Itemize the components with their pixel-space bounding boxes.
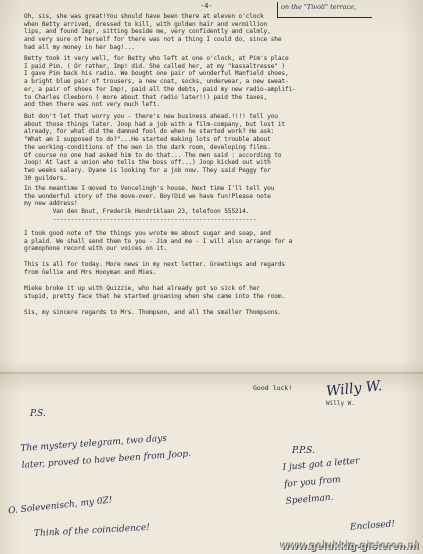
paragraph-8: Sis, my sincere regards to Mrs. Thompson, and all the smaller Thompsons.: [24, 309, 282, 316]
website-watermark: www.gelukkig-gisteren.nl: [280, 540, 419, 552]
paragraph-1: Oh, sis, she was great!You should have been there at eleven o'clock when Betty arrived, dressed to kill, with golden hair and vermillion lips, and found Imp!, sitting beside me, very confidently and calmly, and very sure of herself for there was not a thing I could do, since she had all my money in her bag!...: [24, 13, 282, 51]
ps-line-2: O. Solevenisch, my 0Z!: [7, 495, 113, 517]
pps-enclosed: Enclosed!: [349, 519, 396, 533]
handwritten-annotation: on the "Tivoli" terrace,: [277, 2, 372, 18]
ps-label: P.S.: [30, 409, 46, 419]
ps-text: The mystery telegram, two days later, proved to have been from Joop.: [20, 433, 192, 471]
typed-signature: Willy W.: [326, 400, 355, 407]
handwritten-signature: Willy W.: [325, 378, 384, 400]
pps-text: I just got a letter for you from Speelman.: [282, 456, 360, 507]
paragraph-7: Mieke broke it up with Quizzie, who had already got so sick of her stupid, pretty face that he started groaning when she came into the room.: [24, 285, 285, 300]
paragraph-6: This is all for today. More news in my next letter. Greetings and regards from Gellie and Mrs Hooyman and Mies.: [24, 261, 285, 276]
paper-fold: [0, 372, 423, 374]
ps-line-3: Think of the coincidence!: [33, 522, 151, 540]
closing-line: Good luck!: [253, 384, 293, 392]
paragraph-5: I took good note of the things you wrote me about sugar and soap, and a plaid. We shall send them to you - Jim and me - I will also arrange for a gramophone record with our voices on it.: [24, 230, 293, 253]
paragraph-2: Betty took it very well, for Betty who left at one o'clock, at Pim's place I paid Pim. ( Or rather, Imp! did. She called her, at my "kassaltresse" ) I gave Pim back his radio. We bought one pair of wonderful Manfield shoes, a bright blue pair of trousers, a new coat, socks, underwear, a new sweat- er, a pair of shoes for Imp!, paid all the debts, paid my new radio-amplifi- to Charles Cleeborn ( more about that radio later!!) paid the taxes, and then there was not very much left.: [24, 55, 296, 109]
pps-label: P.P.S.: [292, 446, 315, 456]
paragraph-3: But don't let that worry you - there's new business ahead.!!!! tell you about those things later. Joop had a job with a film-company, but lost it already, for what did the damned fool do when he started work? He ask: "What am I supposed to do?"...He started making lots of trouble about the working-conditions of the men in the dark room, developing films. Of course no one had asked him to do that... The men said : according to Joop! At last a union who tells the boss off...) Joop kicked out with two weeks salary. Dyane is looking for a job now. They said Peggy for 30 guilders.: [24, 113, 285, 182]
page-number: -4-: [200, 2, 213, 10]
paragraph-4: In the meantime I moved to Vencelingh's house. Next time I'll tell you the wonderful story of the move-over. Boy!Did we have fun!Please note my new address! Van den Bout, Frederik Hendriklaan 23, telefoon 555214. ---------------------------------------------------------: [24, 185, 275, 223]
